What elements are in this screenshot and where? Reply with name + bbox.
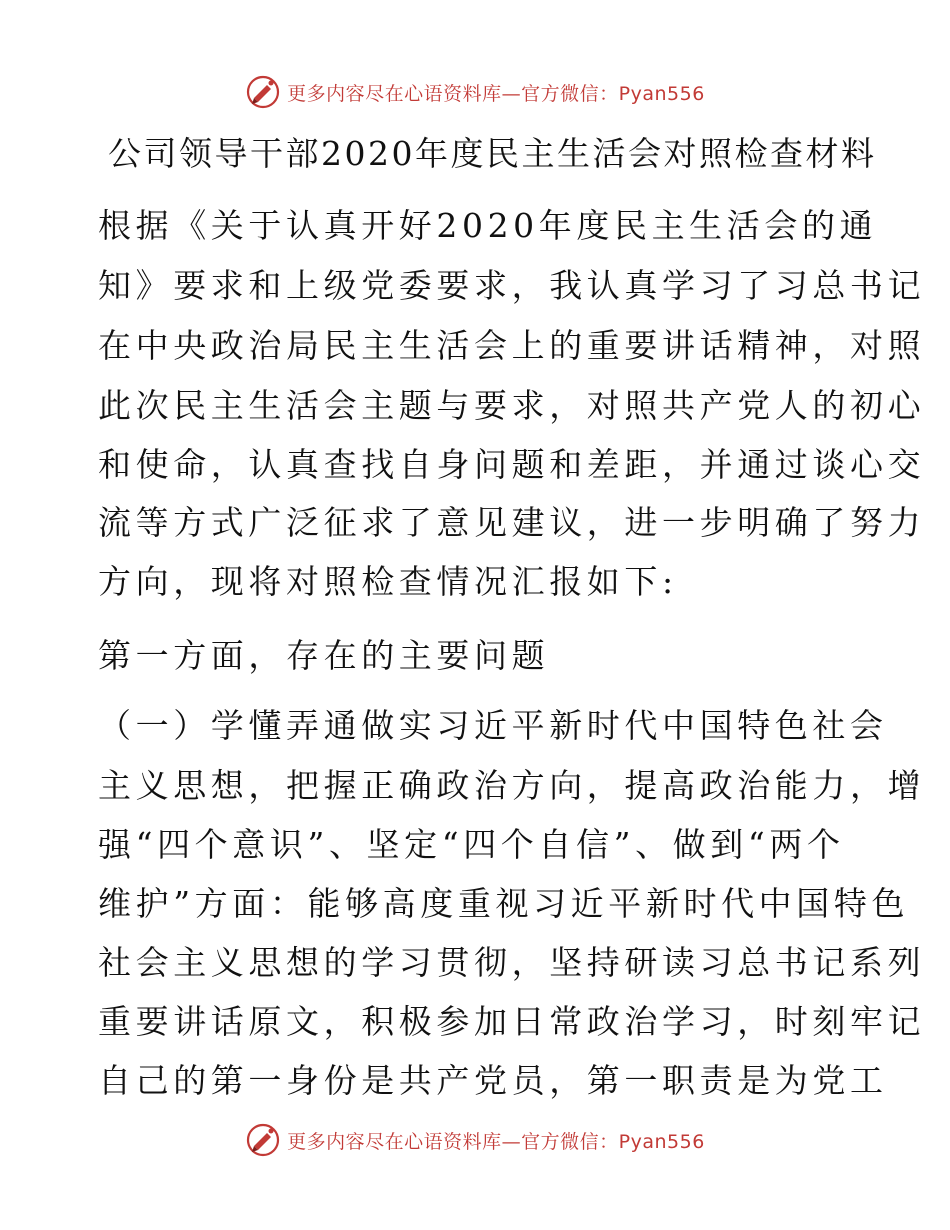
- pen-logo-icon: [245, 1122, 281, 1158]
- body-line: 根据《关于认真开好2020年度民主生活会的通: [98, 206, 878, 245]
- body-line: 流等方式广泛征求了意见建议，进一步明确了努力: [98, 503, 926, 542]
- body-line: 强“四个意识”、坚定“四个自信”、做到“两个: [98, 825, 845, 864]
- body-line: 此次民主生活会主题与要求，对照共产党人的初心: [98, 386, 926, 425]
- section-heading: 第一方面，存在的主要问题: [98, 636, 550, 675]
- body-line: 主义思想，把握正确政治方向，提高政治能力，增: [98, 766, 926, 805]
- watermark-header: [0, 72, 950, 112]
- body-line: 社会主义思想的学习贯彻，坚持研读习总书记系列: [98, 943, 926, 982]
- pen-logo-icon: [245, 74, 281, 110]
- body-line: 和使命，认真查找自身问题和差距，并通过谈心交: [98, 445, 926, 484]
- body-line: 重要讲话原文，积极参加日常政治学习，时刻牢记: [98, 1002, 926, 1041]
- watermark-text: 更多内容尽在心语资料库—官方微信：Pyan556: [287, 82, 705, 105]
- body-line: 方向，现将对照检查情况汇报如下:: [98, 562, 678, 601]
- watermark-footer: [0, 1120, 950, 1160]
- body-line: 在中央政治局民主生活会上的重要讲话精神，对照: [98, 326, 926, 365]
- document-title: 公司领导干部2020年度民主生活会对照检查材料: [108, 134, 877, 173]
- body-line: 维护”方面：能够高度重视习近平新时代中国特色: [98, 884, 910, 923]
- body-line: 知》要求和上级党委要求，我认真学习了习总书记: [98, 266, 926, 305]
- body-line: （一）学懂弄通做实习近平新时代中国特色社会: [98, 706, 888, 745]
- watermark-text: 更多内容尽在心语资料库—官方微信：Pyan556: [287, 1130, 705, 1153]
- body-line: 自己的第一身份是共产党员，第一职责是为党工: [98, 1061, 888, 1100]
